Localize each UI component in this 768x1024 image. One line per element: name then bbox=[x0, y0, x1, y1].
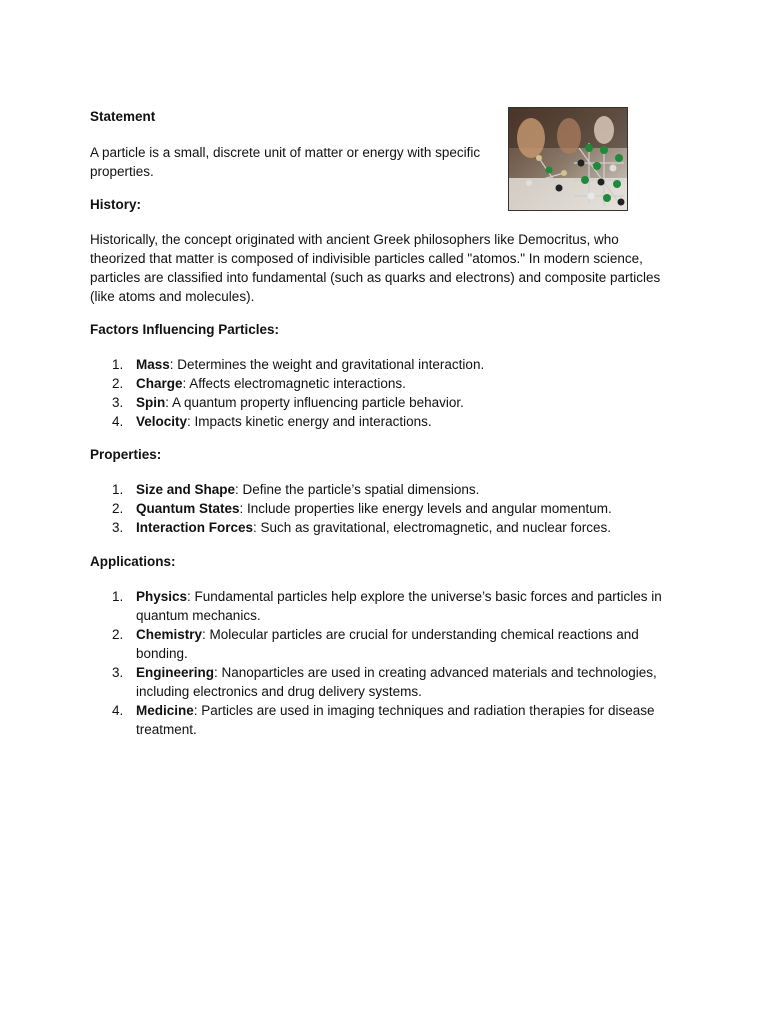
list-number: 2. bbox=[112, 501, 124, 516]
list-term: Quantum States bbox=[136, 501, 240, 516]
list-item bbox=[90, 518, 684, 537]
properties-heading: Properties: bbox=[90, 447, 162, 462]
list-number: 2. bbox=[112, 627, 124, 642]
list-description: : Determines the weight and gravitational interaction. bbox=[169, 357, 485, 372]
list-number: 3. bbox=[112, 395, 124, 410]
list-number: 2. bbox=[112, 376, 124, 391]
history-text: Historically, the concept originated with ancient Greek philosophers like Democritus, who theorized that matter is composed of indivisible particles called "atomos." In modern science, particles are classified into fundamental (such as quarks and electrons) and composite particles (like atoms and molecules). bbox=[90, 232, 661, 304]
list-description: : A quantum property influencing particle behavior. bbox=[165, 395, 464, 410]
list-number: 4. bbox=[112, 414, 124, 429]
list-description: : Include properties like energy levels and angular momentum. bbox=[239, 501, 612, 516]
list-description: : Fundamental particles help explore the universe’s basic forces and particles in quantum mechanics. bbox=[136, 589, 662, 623]
list-item bbox=[90, 625, 684, 663]
list-term: Engineering bbox=[136, 665, 215, 680]
list-item bbox=[90, 587, 684, 625]
properties-list bbox=[90, 480, 684, 537]
applications-list bbox=[90, 587, 684, 739]
list-term: Velocity bbox=[136, 414, 188, 429]
list-item bbox=[90, 480, 684, 499]
list-description: : Such as gravitational, electromagnetic, and nuclear forces. bbox=[253, 520, 611, 535]
list-term: Mass bbox=[136, 357, 170, 372]
list-item bbox=[90, 412, 684, 431]
list-description: : Molecular particles are crucial for understanding chemical reactions and bonding. bbox=[136, 627, 639, 661]
list-item bbox=[90, 499, 684, 518]
list-term: Medicine bbox=[136, 703, 194, 718]
history-heading: History: bbox=[90, 197, 142, 212]
list-item bbox=[90, 663, 684, 701]
factors-heading: Factors Influencing Particles: bbox=[90, 322, 280, 337]
list-number: 1. bbox=[112, 482, 124, 497]
list-description: : Impacts kinetic energy and interactions. bbox=[187, 414, 432, 429]
list-term: Size and Shape bbox=[136, 482, 236, 497]
list-term: Charge bbox=[136, 376, 183, 391]
list-term: Interaction Forces bbox=[136, 520, 254, 535]
statement-text-line2: properties. bbox=[90, 164, 154, 179]
list-number: 1. bbox=[112, 357, 124, 372]
molecular-model-photo bbox=[508, 107, 628, 211]
list-number: 4. bbox=[112, 703, 124, 718]
list-term: Spin bbox=[136, 395, 166, 410]
factors-list bbox=[90, 355, 684, 431]
list-description: : Affects electromagnetic interactions. bbox=[182, 376, 406, 391]
list-item bbox=[90, 701, 684, 739]
list-item bbox=[90, 374, 684, 393]
list-term: Chemistry bbox=[136, 627, 203, 642]
list-item bbox=[90, 393, 684, 412]
list-description: : Nanoparticles are used in creating advanced materials and technologies, including electronics and drug delivery systems. bbox=[136, 665, 657, 699]
list-description: : Particles are used in imaging techniques and radiation therapies for disease treatment. bbox=[136, 703, 655, 737]
list-description: : Define the particle’s spatial dimensions. bbox=[235, 482, 480, 497]
list-number: 3. bbox=[112, 665, 124, 680]
list-number: 1. bbox=[112, 589, 124, 604]
statement-heading: Statement bbox=[90, 109, 156, 124]
statement-text bbox=[90, 143, 500, 181]
applications-heading: Applications: bbox=[90, 554, 176, 569]
list-term: Physics bbox=[136, 589, 188, 604]
list-number: 3. bbox=[112, 520, 124, 535]
molecular-model-image bbox=[509, 108, 627, 210]
statement-text-line1: A particle is a small, discrete unit of matter or energy with specific bbox=[90, 145, 481, 160]
list-item bbox=[90, 355, 684, 374]
